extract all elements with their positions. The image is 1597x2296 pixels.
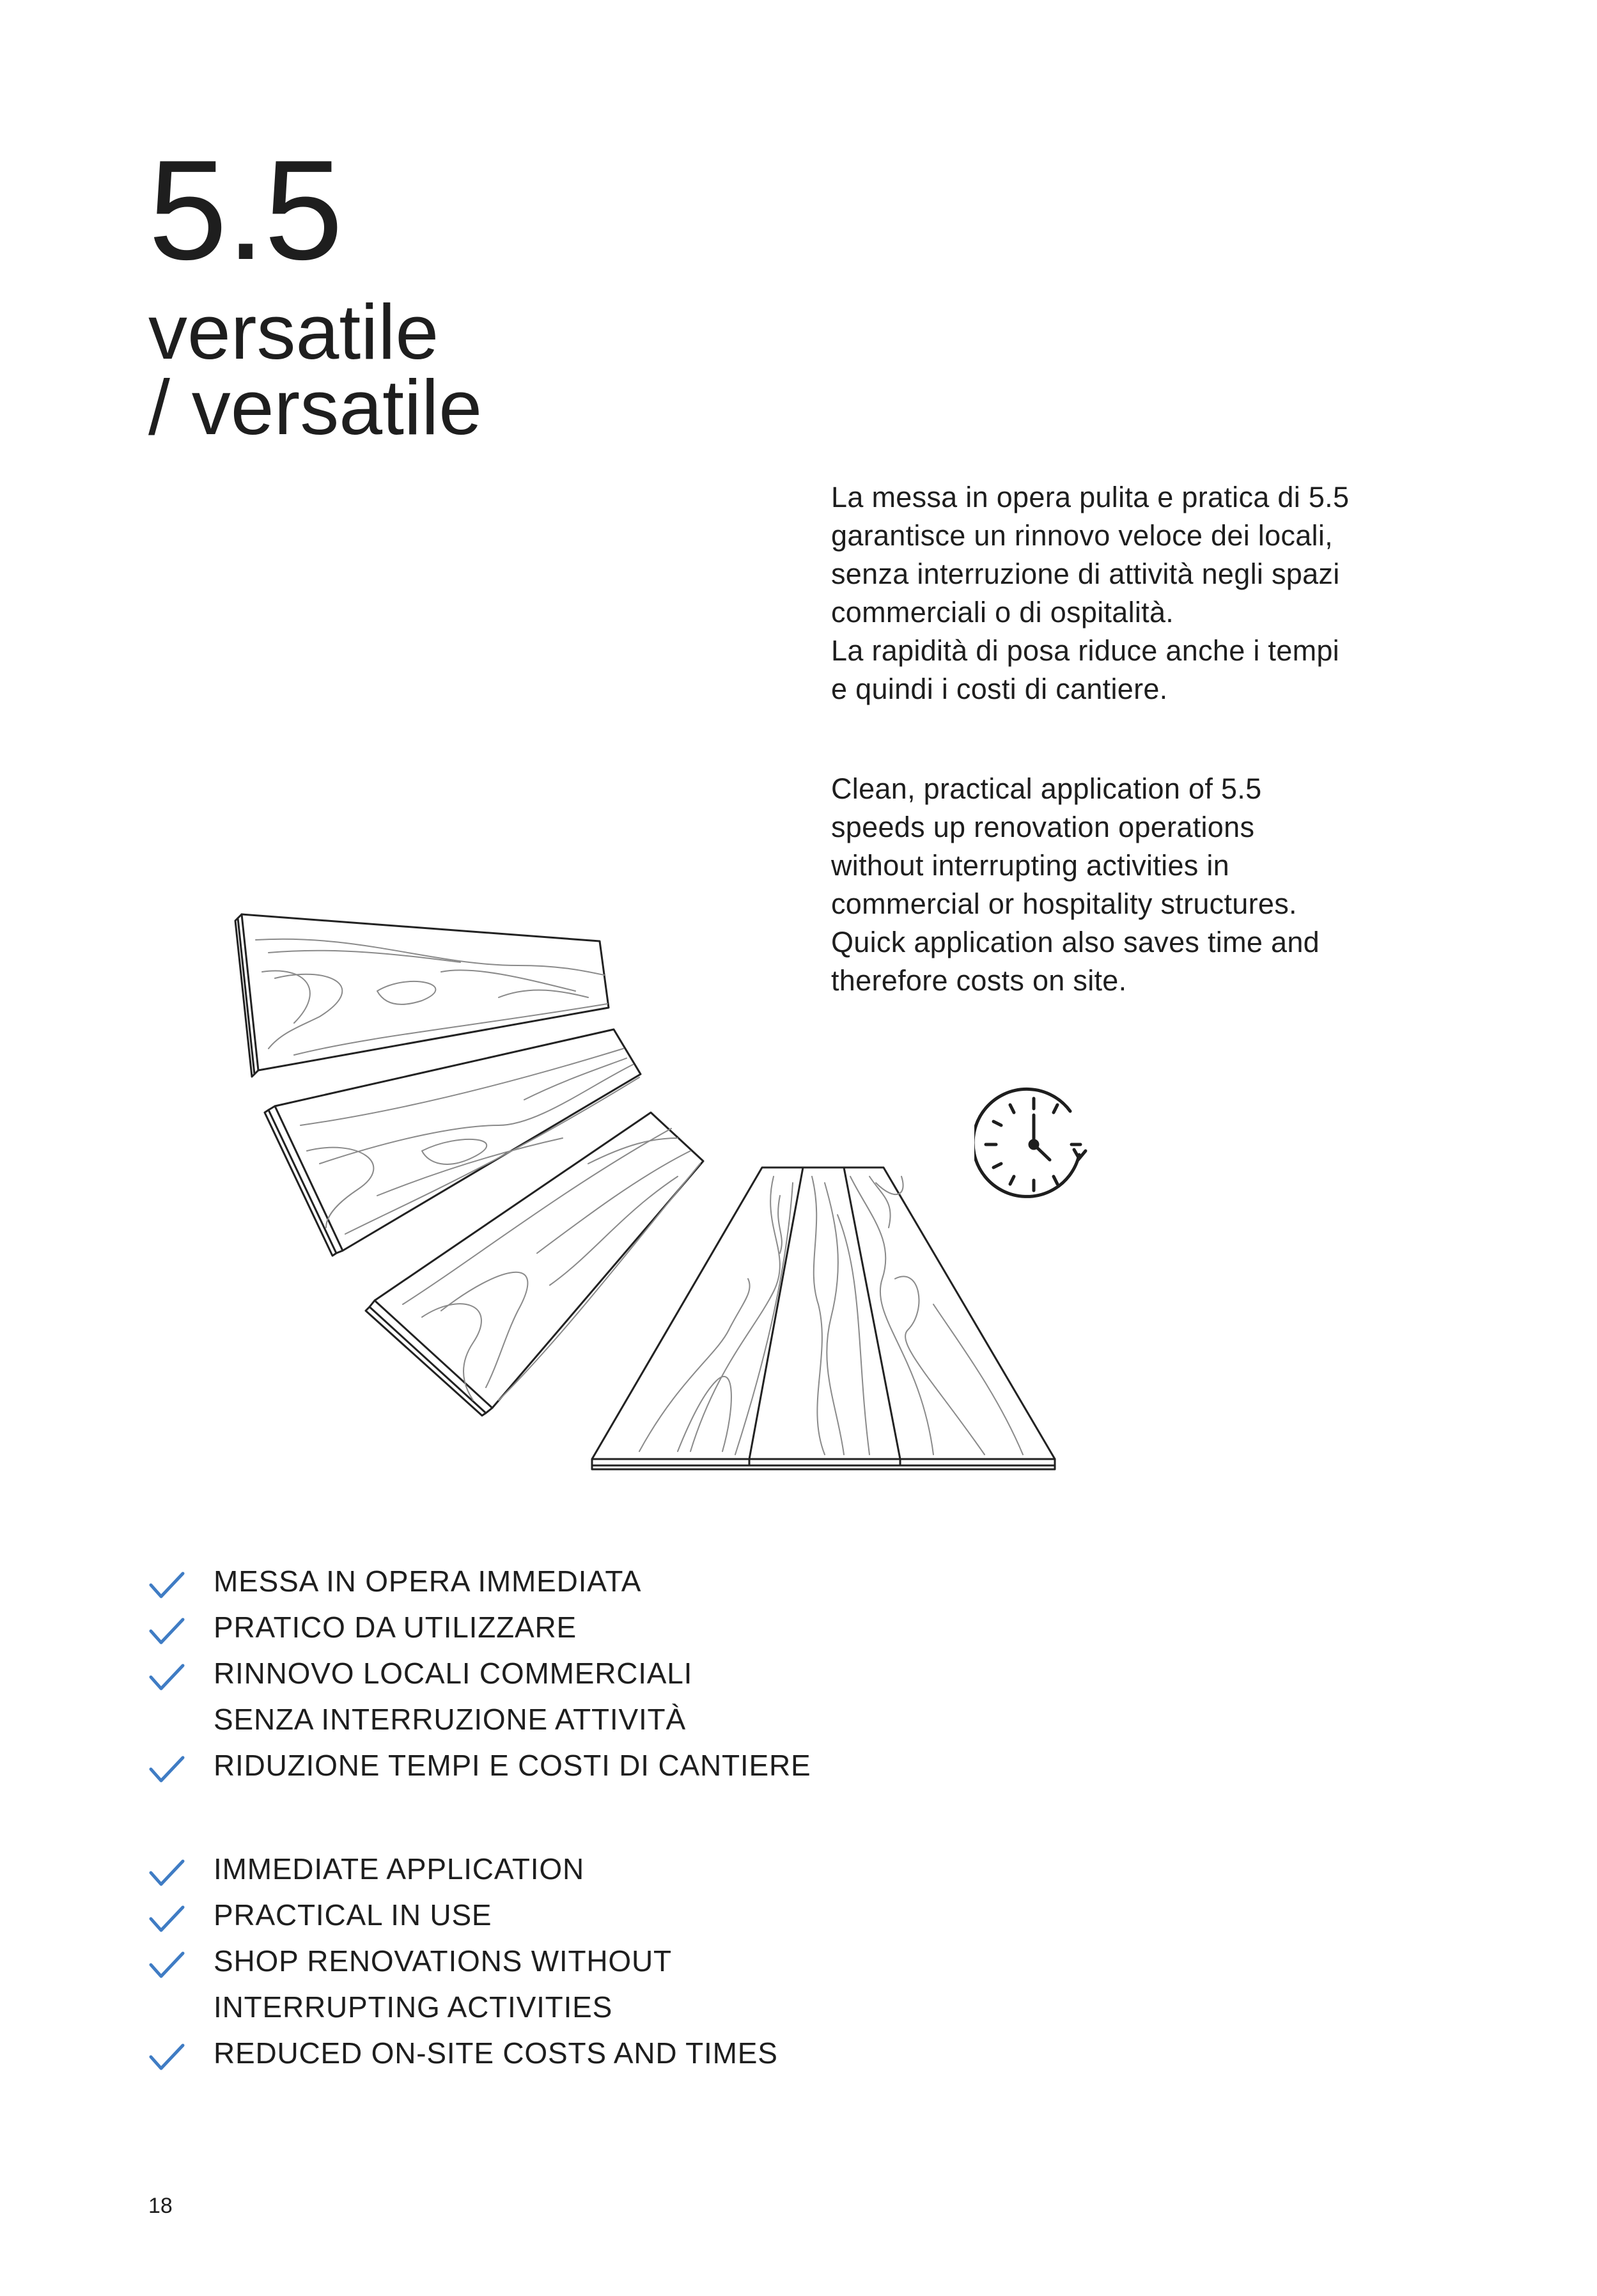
plank-lower-middle — [366, 1113, 703, 1416]
feature-text: PRACTICAL IN USE — [214, 1898, 492, 1932]
clock-icon — [974, 1086, 1096, 1201]
feature-text: RIDUZIONE TEMPI E COSTI DI CANTIERE — [214, 1749, 811, 1782]
title-line-italian: versatile — [148, 288, 439, 375]
feature-text: IMMEDIATE APPLICATION — [214, 1852, 584, 1886]
plank-top — [235, 914, 609, 1077]
check-icon — [148, 1755, 185, 1784]
description-line: commerciali o di ospitalità. — [831, 596, 1174, 629]
check-icon — [148, 1905, 185, 1934]
description-line: Quick application also saves time and — [831, 926, 1320, 958]
section-number: 5.5 — [148, 131, 342, 290]
list-item — [148, 1558, 811, 1604]
list-item — [148, 1742, 811, 1788]
feature-text: MESSA IN OPERA IMMEDIATA — [214, 1565, 642, 1598]
feature-text: SHOP RENOVATIONS WITHOUT — [214, 1944, 672, 1978]
description-line: Clean, practical application of 5.5 — [831, 772, 1262, 805]
title-line-english: / versatile — [148, 364, 483, 451]
description-line: garantisce un rinnovo veloce dei locali, — [831, 519, 1333, 552]
check-icon — [148, 1859, 185, 1888]
wood-planks-illustration — [230, 895, 1080, 1503]
plank-upper-middle — [265, 1029, 641, 1256]
description-line: La rapidità di posa riduce anche i tempi — [831, 634, 1339, 667]
description-line: senza interruzione di attività negli spazi — [831, 558, 1340, 590]
description-italian — [831, 478, 1445, 708]
check-icon — [148, 2043, 185, 2072]
check-icon — [148, 1571, 185, 1600]
feature-text: RINNOVO LOCALI COMMERCIALI — [214, 1657, 693, 1690]
page-title — [148, 288, 483, 451]
description-line: La messa in opera pulita e pratica di 5.5 — [831, 481, 1350, 513]
feature-text: SENZA INTERRUZIONE ATTIVITÀ — [214, 1703, 686, 1736]
description-line: commercial or hospitality structures. — [831, 887, 1297, 920]
list-item — [148, 1892, 778, 1938]
list-item — [148, 1604, 811, 1650]
page-number: 18 — [148, 2194, 173, 2218]
check-icon — [148, 1951, 185, 1980]
list-item — [148, 1938, 778, 2030]
list-item — [148, 1846, 778, 1892]
check-icon — [148, 1617, 185, 1646]
description-line: therefore costs on site. — [831, 964, 1127, 997]
feature-text: REDUCED ON-SITE COSTS AND TIMES — [214, 2036, 778, 2070]
feature-list-italian — [148, 1558, 811, 1788]
check-icon — [148, 1663, 185, 1692]
description-line: e quindi i costi di cantiere. — [831, 673, 1168, 705]
feature-text: INTERRUPTING ACTIVITIES — [214, 1990, 613, 2024]
list-item — [148, 1650, 811, 1742]
description-line: without interrupting activities in — [831, 849, 1229, 882]
list-item — [148, 2030, 778, 2076]
feature-list-english — [148, 1846, 778, 2076]
description-line: speeds up renovation operations — [831, 811, 1255, 843]
plank-floor — [592, 1168, 1055, 1469]
feature-text: PRATICO DA UTILIZZARE — [214, 1611, 577, 1644]
